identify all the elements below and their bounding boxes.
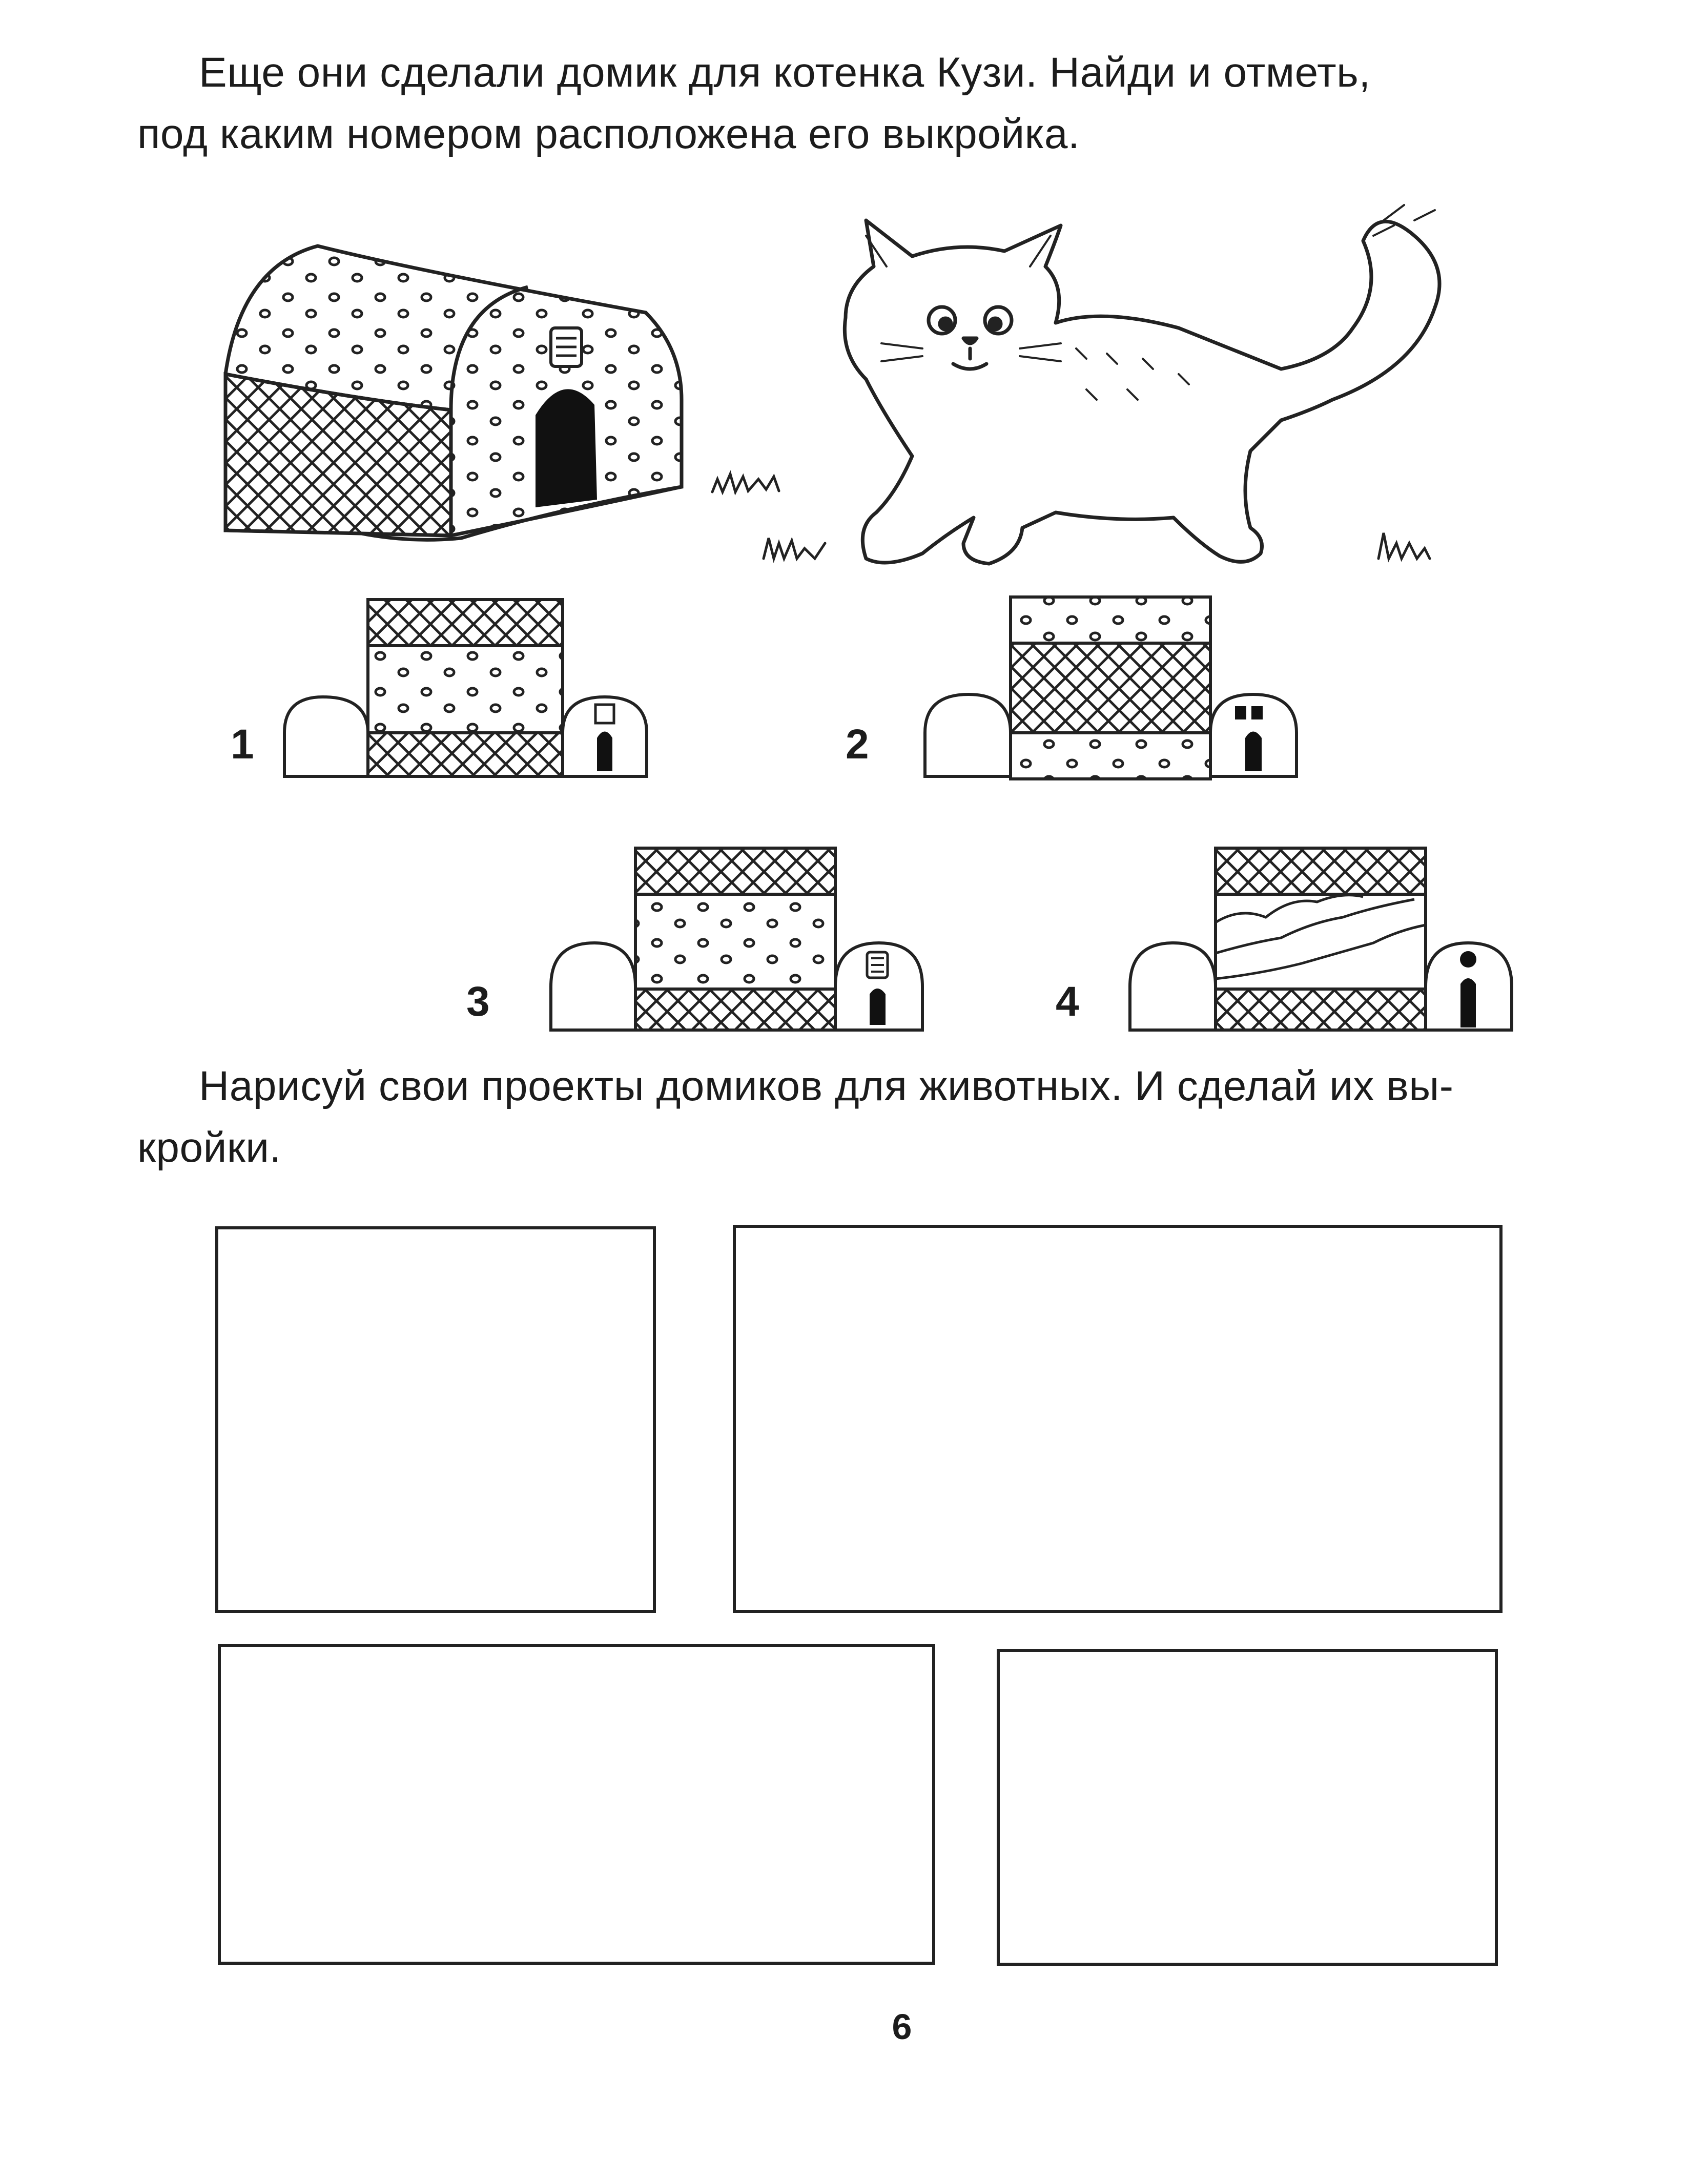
page-number: 6 (892, 2007, 912, 2047)
cat-house-icon (225, 246, 682, 540)
task-1-line-1: Еще они сделали домик для котенка Кузи. Найди и отметь, (199, 49, 1371, 96)
task-2-line-2: кройки. (137, 1124, 281, 1171)
task-2-text (137, 1056, 1613, 1179)
drawing-box-1[interactable] (215, 1226, 656, 1613)
option-4-number[interactable]: 4 (1056, 978, 1079, 1025)
task-1-line-2: под каким номером расположена его выкройка. (137, 111, 1080, 157)
drawing-box-2[interactable] (733, 1225, 1503, 1613)
option-2-pattern (925, 597, 1297, 779)
option-1-pattern (284, 600, 647, 776)
drawing-box-3[interactable] (218, 1644, 935, 1965)
drawing-box-4[interactable] (997, 1649, 1498, 1966)
option-3-number[interactable]: 3 (466, 978, 490, 1025)
option-4-pattern (1130, 848, 1512, 1030)
kitten-icon (845, 205, 1439, 564)
task-2-line-1: Нарисуй свои проекты домиков для животных. И сделай их вы- (199, 1063, 1454, 1109)
option-3-pattern (551, 848, 922, 1030)
option-1-number[interactable]: 1 (231, 721, 254, 768)
option-2-number[interactable]: 2 (846, 721, 869, 768)
